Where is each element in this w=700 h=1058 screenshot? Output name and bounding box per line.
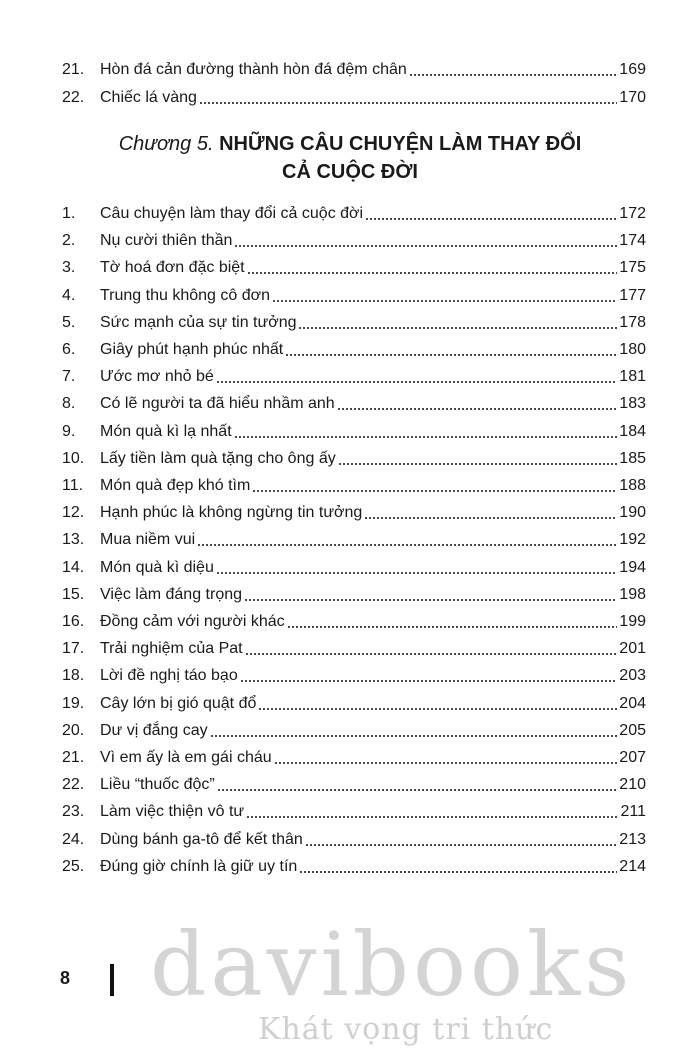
dot-leader — [338, 463, 618, 465]
page-number: 8 — [60, 968, 71, 988]
entry-title: Làm việc thiện vô tư — [100, 803, 245, 821]
toc-entry — [62, 554, 646, 578]
dot-leader — [252, 490, 617, 492]
toc-entry — [62, 56, 646, 80]
entry-number: 12. — [62, 504, 85, 522]
entry-title: Hạnh phúc là không ngừng tin tưởng — [100, 504, 363, 522]
entry-title: Hòn đá cản đường thành hòn đá đệm chân — [100, 61, 407, 78]
toc-entry — [62, 363, 646, 387]
entry-title: Dư vị đắng cay — [100, 721, 208, 739]
entry-page: 188 — [619, 477, 646, 494]
entry-page: 205 — [619, 721, 646, 739]
toc-entry — [62, 635, 646, 659]
dot-leader — [272, 300, 617, 302]
toc-entry — [62, 853, 646, 877]
entry-title: Ước mơ nhỏ bé — [100, 368, 214, 386]
entry-number: 13. — [62, 531, 85, 549]
entry-title: Đồng cảm với người khác — [100, 613, 285, 630]
footer-divider — [110, 964, 114, 996]
dot-leader — [364, 517, 617, 519]
entry-title: Câu chuyện làm thay đổi cả cuộc đời — [100, 205, 364, 222]
entry-page: 194 — [619, 558, 646, 576]
dot-leader — [365, 218, 617, 220]
entry-number: 23. — [62, 803, 85, 821]
entry-page: 174 — [619, 232, 646, 250]
dot-leader — [337, 408, 618, 410]
entry-number: 18. — [62, 667, 85, 685]
entry-title: Trải nghiệm của Pat — [100, 640, 243, 658]
entry-page: 178 — [619, 313, 646, 331]
toc-entry — [62, 282, 646, 306]
toc-entry — [62, 254, 646, 278]
entry-page: 203 — [619, 667, 646, 685]
toc-entry — [62, 662, 646, 686]
entry-title: Lấy tiền làm quà tặng cho ông ấy — [100, 449, 336, 467]
entry-number: 20. — [62, 721, 85, 739]
entry-number: 24. — [62, 830, 85, 848]
entry-title: Sức mạnh của sự tin tưởng — [100, 313, 297, 331]
entry-title: Giây phút hạnh phúc nhất — [100, 341, 284, 358]
entry-page: 177 — [619, 286, 646, 304]
entry-page: 180 — [619, 341, 646, 358]
entry-number: 5. — [62, 313, 76, 331]
chapter-title-line2: CẢ CUỘC ĐỜI — [282, 161, 418, 183]
entry-title: Mua niềm vui — [100, 531, 196, 549]
entry-title: Nụ cười thiên thần — [100, 232, 233, 250]
entry-number: 15. — [62, 585, 85, 603]
entry-title: Chiếc lá vàng — [100, 89, 197, 106]
entry-page: 175 — [619, 259, 646, 277]
entry-number: 14. — [62, 558, 85, 576]
entry-page: 185 — [619, 449, 646, 467]
entry-title: Vì em ấy là em gái cháu — [100, 749, 272, 766]
entry-page: 210 — [619, 776, 646, 794]
entry-number: 22. — [62, 89, 85, 106]
dot-leader — [409, 74, 618, 76]
toc-entry — [62, 526, 646, 550]
dot-leader — [245, 653, 618, 655]
dot-leader — [217, 789, 618, 791]
entry-title: Việc làm đáng trọng — [100, 585, 243, 603]
toc-entry — [62, 608, 646, 632]
entry-page: 184 — [619, 422, 646, 440]
toc-entry — [62, 744, 646, 768]
dot-leader — [247, 272, 618, 274]
dot-leader — [305, 844, 617, 846]
dot-leader — [298, 327, 617, 329]
entry-page: 170 — [619, 89, 646, 106]
chapter-heading — [0, 130, 700, 158]
entry-number: 22. — [62, 776, 85, 794]
toc-entry — [62, 499, 646, 523]
dot-leader — [287, 626, 618, 628]
dot-leader — [199, 102, 617, 104]
entry-number: 11. — [62, 477, 84, 494]
toc-entry — [62, 717, 646, 741]
entry-page: 172 — [619, 205, 646, 222]
toc-entry — [62, 826, 646, 850]
entry-title: Đúng giờ chính là giữ uy tín — [100, 857, 298, 875]
dot-leader — [240, 680, 618, 682]
dot-leader — [258, 708, 617, 710]
entry-page: 169 — [619, 61, 646, 78]
toc-entry — [62, 445, 646, 469]
entry-number: 21. — [62, 749, 85, 766]
entry-title: Tờ hoá đơn đặc biệt — [100, 259, 245, 277]
toc-entry — [62, 418, 646, 442]
entry-title: Cây lớn bị gió quật đổ — [100, 694, 257, 712]
toc-entry — [62, 771, 646, 795]
toc-entry — [62, 309, 646, 333]
chapter-title-line1: NHỮNG CÂU CHUYỆN LÀM THAY ĐỔI — [219, 133, 582, 155]
toc-entry — [62, 227, 646, 251]
entry-number: 9. — [62, 422, 76, 440]
entry-page: 183 — [619, 395, 646, 413]
toc-entry — [62, 84, 646, 108]
entry-page: 198 — [619, 585, 646, 603]
dot-leader — [234, 436, 618, 438]
toc-entry — [62, 798, 646, 822]
entry-page: 211 — [620, 803, 646, 821]
toc-entry — [62, 336, 646, 360]
toc-entry — [62, 581, 646, 605]
entry-title: Liều “thuốc độc” — [100, 776, 215, 794]
entry-number: 25. — [62, 857, 85, 875]
entry-title: Món quà kì lạ nhất — [100, 422, 232, 440]
entry-page: 214 — [619, 857, 646, 875]
entry-page: 213 — [619, 830, 646, 848]
entry-page: 181 — [619, 368, 646, 386]
dot-leader — [285, 354, 617, 356]
entry-number: 6. — [62, 341, 76, 358]
dot-leader — [216, 572, 617, 574]
dot-leader — [274, 762, 618, 764]
entry-title: Dùng bánh ga-tô để kết thân — [100, 830, 303, 848]
entry-page: 190 — [619, 504, 646, 522]
entry-number: 3. — [62, 259, 76, 277]
entry-number: 16. — [62, 613, 85, 630]
entry-number: 4. — [62, 286, 76, 304]
toc-entry — [62, 390, 646, 414]
dot-leader — [197, 544, 617, 546]
toc-entry — [62, 472, 646, 496]
chapter-prefix: Chương 5. — [118, 133, 214, 155]
dot-leader — [234, 245, 617, 247]
toc-entry — [62, 200, 646, 224]
entry-title: Có lẽ người ta đã hiểu nhầm anh — [100, 395, 335, 413]
dot-leader — [210, 735, 618, 737]
entry-title: Món quà đẹp khó tìm — [100, 477, 251, 494]
entry-number: 2. — [62, 232, 76, 250]
entry-number: 8. — [62, 395, 76, 413]
dot-leader — [216, 381, 617, 383]
entry-number: 19. — [62, 694, 85, 712]
entry-page: 207 — [619, 749, 646, 766]
entry-page: 199 — [619, 613, 646, 630]
brand-watermark: davibooks — [150, 913, 634, 1016]
dot-leader — [299, 871, 617, 873]
entry-number: 21. — [62, 61, 85, 78]
entry-title: Lời đề nghị táo bạo — [100, 667, 238, 685]
entry-title: Trung thu không cô đơn — [100, 286, 271, 304]
entry-number: 10. — [62, 449, 85, 467]
toc-entry — [62, 690, 646, 714]
entry-number: 7. — [62, 368, 76, 386]
entry-title: Món quà kì diệu — [100, 558, 214, 576]
entry-number: 17. — [62, 640, 85, 658]
entry-page: 201 — [619, 640, 646, 658]
dot-leader — [246, 816, 618, 818]
brand-slogan: Khát vọng tri thức — [258, 1012, 554, 1047]
entry-number: 1. — [62, 205, 76, 222]
entry-page: 192 — [619, 531, 646, 549]
dot-leader — [244, 599, 617, 601]
entry-page: 204 — [619, 694, 646, 712]
